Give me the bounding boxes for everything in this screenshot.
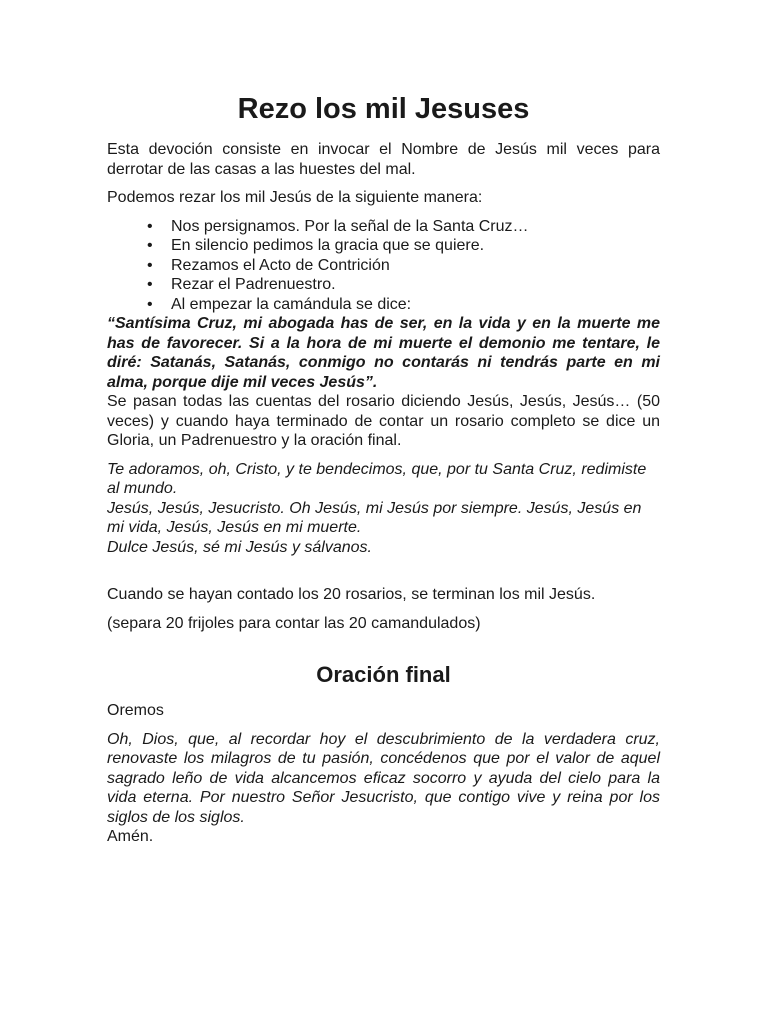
list-item: • En silencio pedimos la gracia que se quiere.	[171, 236, 660, 256]
list-item: • Rezar el Padrenuestro.	[171, 275, 660, 295]
prayer-line: Te adoramos, oh, Cristo, y te bendecimos, que, por tu Santa Cruz, redimiste al mundo.	[107, 460, 647, 497]
completion-text: Cuando se hayan contado los 20 rosarios, se terminan los mil Jesús.	[107, 586, 596, 603]
document-title: Rezo los mil Jesuses	[237, 93, 530, 125]
list-item: • Al empezar la camándula se dice:	[171, 295, 660, 315]
amen-text: Amén.	[107, 828, 154, 845]
list-item: • Rezamos el Acto de Contrición	[171, 256, 660, 276]
beans-note: (separa 20 frijoles para contar las 20 camandulados)	[107, 614, 481, 632]
invocation-prayer: “Santísima Cruz, mi abogada has de ser, en la vida y en la muerte me has de favorecer. Si a la hora de mi muerte el demonio me tentare, le diré: Satanás, Satanás, conmigo no contarás ni tendrás parte en mi alma, porque dije mil veces Jesús”.	[107, 315, 660, 391]
prayer-line: Dulce Jesús, sé mi Jesús y sálvanos.	[107, 538, 372, 556]
prayer-line: Jesús, Jesús, Jesucristo. Oh Jesús, mi Jesús por siempre. Jesús, Jesús en mi vida, Jesús, Jesús en mi muerte.	[107, 499, 642, 536]
oremos-label: Oremos	[107, 702, 164, 719]
steps-list	[107, 217, 660, 315]
final-prayer-heading: Oración final	[316, 662, 451, 687]
intro-paragraph: Esta devoción consiste en invocar el Nombre de Jesús mil veces para derrotar de las casas a las huestes del mal.	[107, 141, 660, 178]
rosary-instructions: Se pasan todas las cuentas del rosario diciendo Jesús, Jesús, Jesús… (50 veces) y cuando haya terminado de contar un rosario completo se dice un Gloria, un Padrenuestro y la oración final.	[107, 393, 660, 449]
method-intro: Podemos rezar los mil Jesús de la siguiente manera:	[107, 189, 483, 206]
final-prayer-text: Oh, Dios, que, al recordar hoy el descubrimiento de la verdadera cruz, renovaste los milagros de tu pasión, concédenos que por el valor de aquel sagrado leño de vida alcancemos eficaz socorro y ayuda del cielo para la vida eterna. Por nuestro Señor Jesucristo, que contigo vive y reina por los siglos de los siglos.	[107, 730, 660, 826]
document-body	[107, 92, 660, 847]
list-item: • Nos persignamos. Por la señal de la Santa Cruz…	[171, 217, 660, 237]
